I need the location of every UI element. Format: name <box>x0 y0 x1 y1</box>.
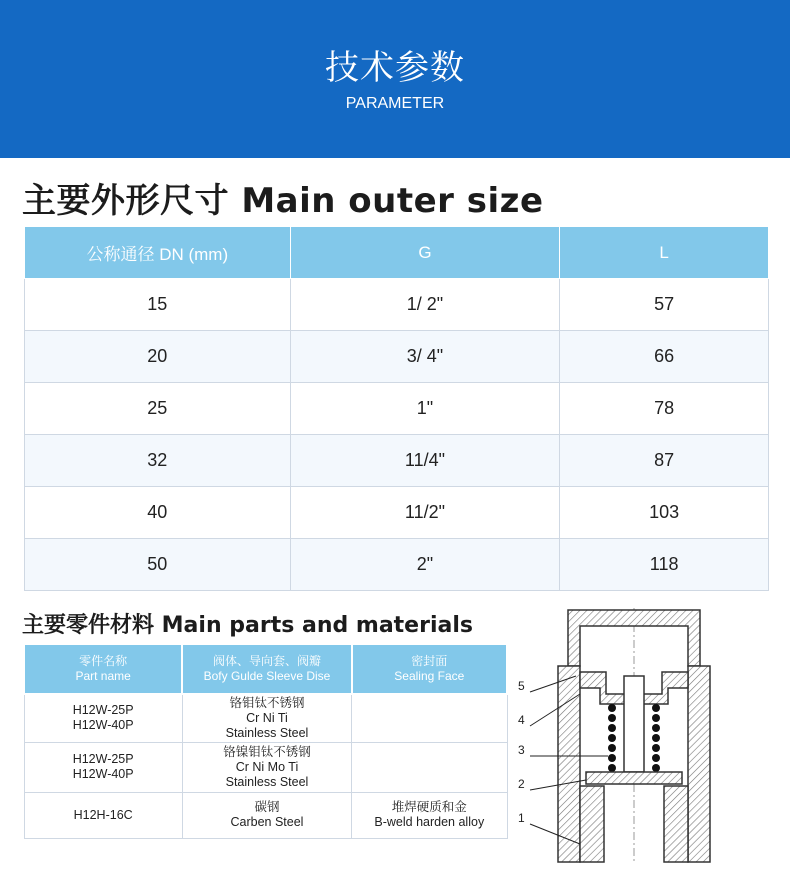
cell-g: 3/ 4" <box>290 331 560 383</box>
material-en: Stainless Steel <box>225 774 309 789</box>
material-cn: 铬镍钼钛不锈钢 <box>223 744 311 759</box>
material-en: Carben Steel <box>230 815 304 829</box>
cell-g: 1/ 2" <box>290 279 560 331</box>
bottom-port-right <box>664 786 688 862</box>
cell-dn: 20 <box>25 331 291 383</box>
header-cn: 密封面 <box>411 654 448 668</box>
cell-dn: 25 <box>25 383 291 435</box>
header-cn: 阀体、导向套、阀瓣 <box>212 654 321 668</box>
valve-stem <box>624 676 644 772</box>
cell-g: 2" <box>290 539 560 591</box>
cell-body-material <box>182 792 351 838</box>
main-parts-materials-heading: 主要零件材料 Main parts and materials <box>22 613 473 638</box>
material-cn: 铬钼钛不锈钢 <box>229 695 305 710</box>
cell-sealing-face <box>352 694 507 742</box>
cell-g: 1" <box>290 383 560 435</box>
cell-dn: 50 <box>25 539 291 591</box>
header-cn: 零件名称 <box>79 654 128 668</box>
table-row <box>24 792 507 838</box>
table-row <box>24 742 507 792</box>
cell-body-material <box>182 694 351 742</box>
cell-body-material <box>182 742 351 792</box>
cell-part <box>24 792 182 838</box>
cell-l: 57 <box>560 279 769 331</box>
banner-subtitle: PARAMETER <box>345 95 445 112</box>
cell-dn: 32 <box>25 435 291 487</box>
bottom-port-left <box>580 786 604 862</box>
material-en: Stainless Steel <box>225 725 309 740</box>
cell-sealing-face <box>352 792 507 838</box>
cell-l: 66 <box>560 331 769 383</box>
cell-l: 103 <box>560 487 769 539</box>
callout-3: 3 <box>518 743 525 757</box>
cell-l: 78 <box>560 383 769 435</box>
table-row <box>25 279 769 331</box>
material-cn: 碳钢 <box>254 800 280 814</box>
parts-materials-table <box>23 643 508 839</box>
cell-dn: 40 <box>25 487 291 539</box>
table-row <box>24 694 507 742</box>
cell-sealing-face <box>352 742 507 792</box>
cell-part <box>24 742 182 792</box>
column-header-sealing-face <box>352 644 507 694</box>
table-header-row <box>24 644 507 694</box>
column-header-body-material <box>182 644 351 694</box>
cell-g: 11/2" <box>290 487 560 539</box>
table-row <box>25 331 769 383</box>
part-model: H12H-16C <box>73 807 133 822</box>
cell-l: 118 <box>560 539 769 591</box>
header-banner <box>0 0 790 158</box>
column-header-g: G <box>290 227 560 279</box>
main-outer-size-heading: 主要外形尺寸 Main outer size <box>22 181 544 221</box>
header-en: Part name <box>75 669 131 683</box>
table-row <box>25 435 769 487</box>
valve-disc <box>586 772 682 784</box>
banner-title: 技术参数 <box>325 48 465 88</box>
part-model: H12W-40P <box>72 718 134 733</box>
right-body-wall <box>688 666 710 862</box>
callout-5: 5 <box>518 679 525 693</box>
table-row <box>25 383 769 435</box>
valve-cross-section-diagram <box>508 604 778 868</box>
left-body-wall <box>558 666 580 862</box>
table-header-row <box>25 227 769 279</box>
callout-4: 4 <box>518 713 525 727</box>
main-outer-size-table <box>24 226 769 591</box>
cell-l: 87 <box>560 435 769 487</box>
seal-en: B-weld harden alloy <box>374 815 485 829</box>
part-model: H12W-25P <box>72 752 134 766</box>
material-code: Cr Ni Mo Ti <box>235 759 299 774</box>
table-row <box>25 539 769 591</box>
cell-g: 11/4" <box>290 435 560 487</box>
cell-part <box>24 694 182 742</box>
table-row <box>25 487 769 539</box>
cell-dn: 15 <box>25 279 291 331</box>
header-en: Sealing Face <box>394 669 465 683</box>
callout-2: 2 <box>518 777 525 791</box>
callout-1: 1 <box>518 811 525 825</box>
seal-cn: 堆焊硬质和金 <box>391 800 467 814</box>
column-header-dn: 公称通径 DN (mm) <box>25 227 291 279</box>
column-header-part-name <box>24 644 182 694</box>
part-model: H12W-25P <box>72 703 134 718</box>
column-header-l: L <box>560 227 769 279</box>
part-model: H12W-40P <box>72 767 134 781</box>
header-en: Bofy Gulde Sleeve Dise <box>203 669 331 683</box>
material-code: Cr Ni Ti <box>246 710 288 725</box>
